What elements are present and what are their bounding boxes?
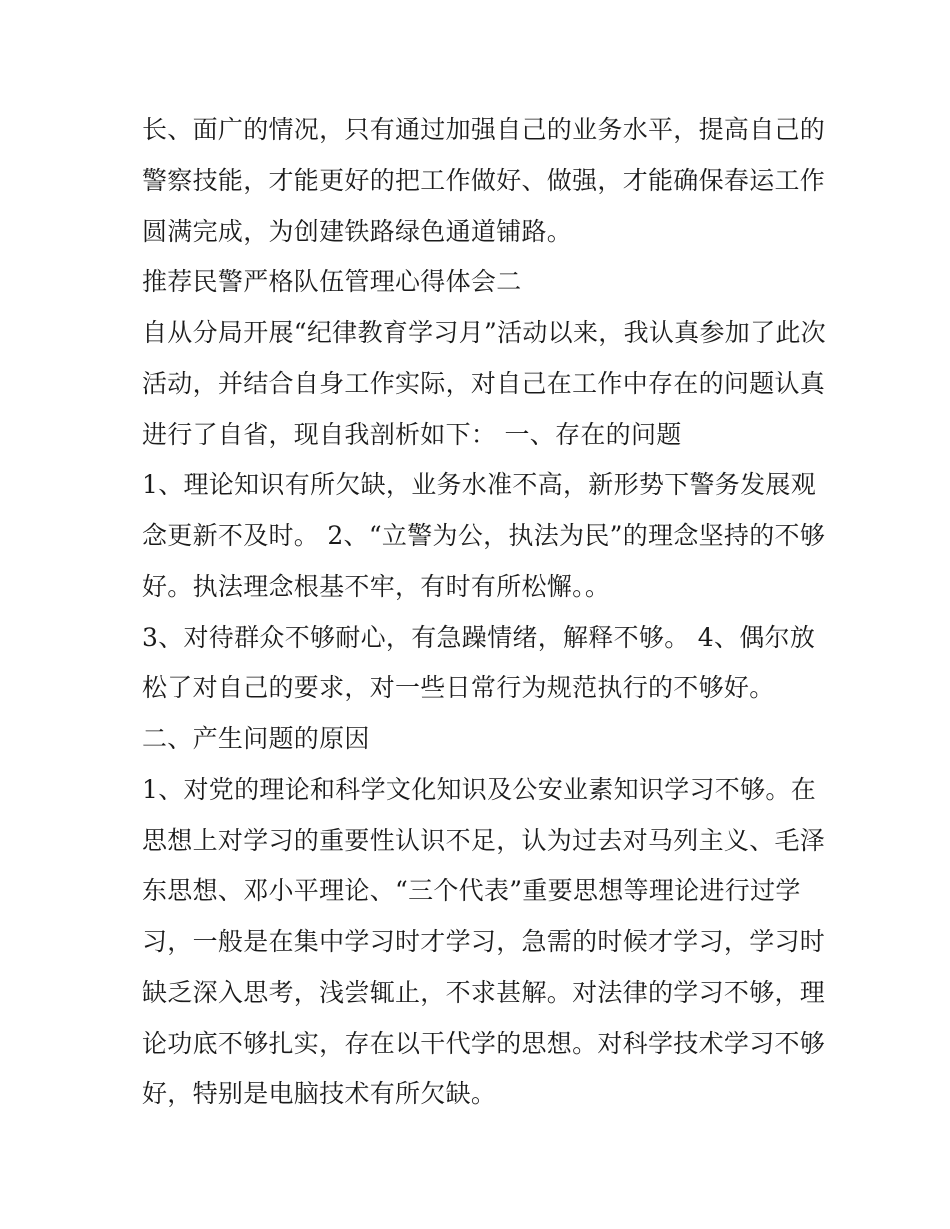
text-line: 自从分局开展“纪律教育学习月”活动以来，我认真参加了此次 bbox=[142, 318, 826, 347]
text-line: 1、对党的理论和科学文化知识及公安业素知识学习不够。在 bbox=[142, 775, 817, 804]
text-line: 好。执法理念根基不牢，有时有所松懈。。 bbox=[142, 572, 611, 601]
text-line: 缺乏深入思考，浅尝辄止，不求甚解。对法律的学习不够，理 bbox=[142, 978, 826, 1007]
text-line: 念更新不及时。 2、“立警为公，执法为民”的理念坚持的不够 bbox=[142, 521, 826, 550]
text-line: 活动，并结合自身工作实际，对自己在工作中存在的问题认真 bbox=[142, 369, 826, 398]
text-line: 进行了自省，现自我剖析如下： 一、存在的问题 bbox=[142, 420, 682, 449]
text-line: 东思想、邓小平理论、“三个代表”重要思想等理论进行过学 bbox=[142, 876, 801, 905]
text-line: 松了对自己的要求，对一些日常行为规范执行的不够好。 bbox=[142, 673, 775, 702]
text-line: 3、对待群众不够耐心，有急躁情绪，解释不够。 4、偶尔放 bbox=[142, 623, 816, 652]
text-line: 论功底不够扎实，存在以干代学的思想。对科学技术学习不够 bbox=[142, 1029, 826, 1058]
section-heading: 推荐民警严格队伍管理心得体会二 bbox=[142, 267, 522, 296]
text-line: 好，特别是电脑技术有所欠缺。 bbox=[142, 1079, 497, 1108]
text-line: 思想上对学习的重要性认识不足，认为过去对马列主义、毛泽 bbox=[142, 826, 826, 855]
text-line: 长、面广的情况，只有通过加强自己的业务水平，提高自己的 bbox=[142, 115, 826, 144]
text-line: 习，一般是在集中学习时才学习，急需的时候才学习，学习时 bbox=[142, 927, 826, 956]
section-heading: 二、产生问题的原因 bbox=[142, 724, 370, 753]
text-line: 警察技能，才能更好的把工作做好、做强，才能确保春运工作 bbox=[142, 166, 826, 195]
text-line: 圆满完成，为创建铁路绿色通道铺路。 bbox=[142, 217, 573, 246]
text-line: 1、理论知识有所欠缺，业务水准不高，新形势下警务发展观 bbox=[142, 470, 817, 499]
